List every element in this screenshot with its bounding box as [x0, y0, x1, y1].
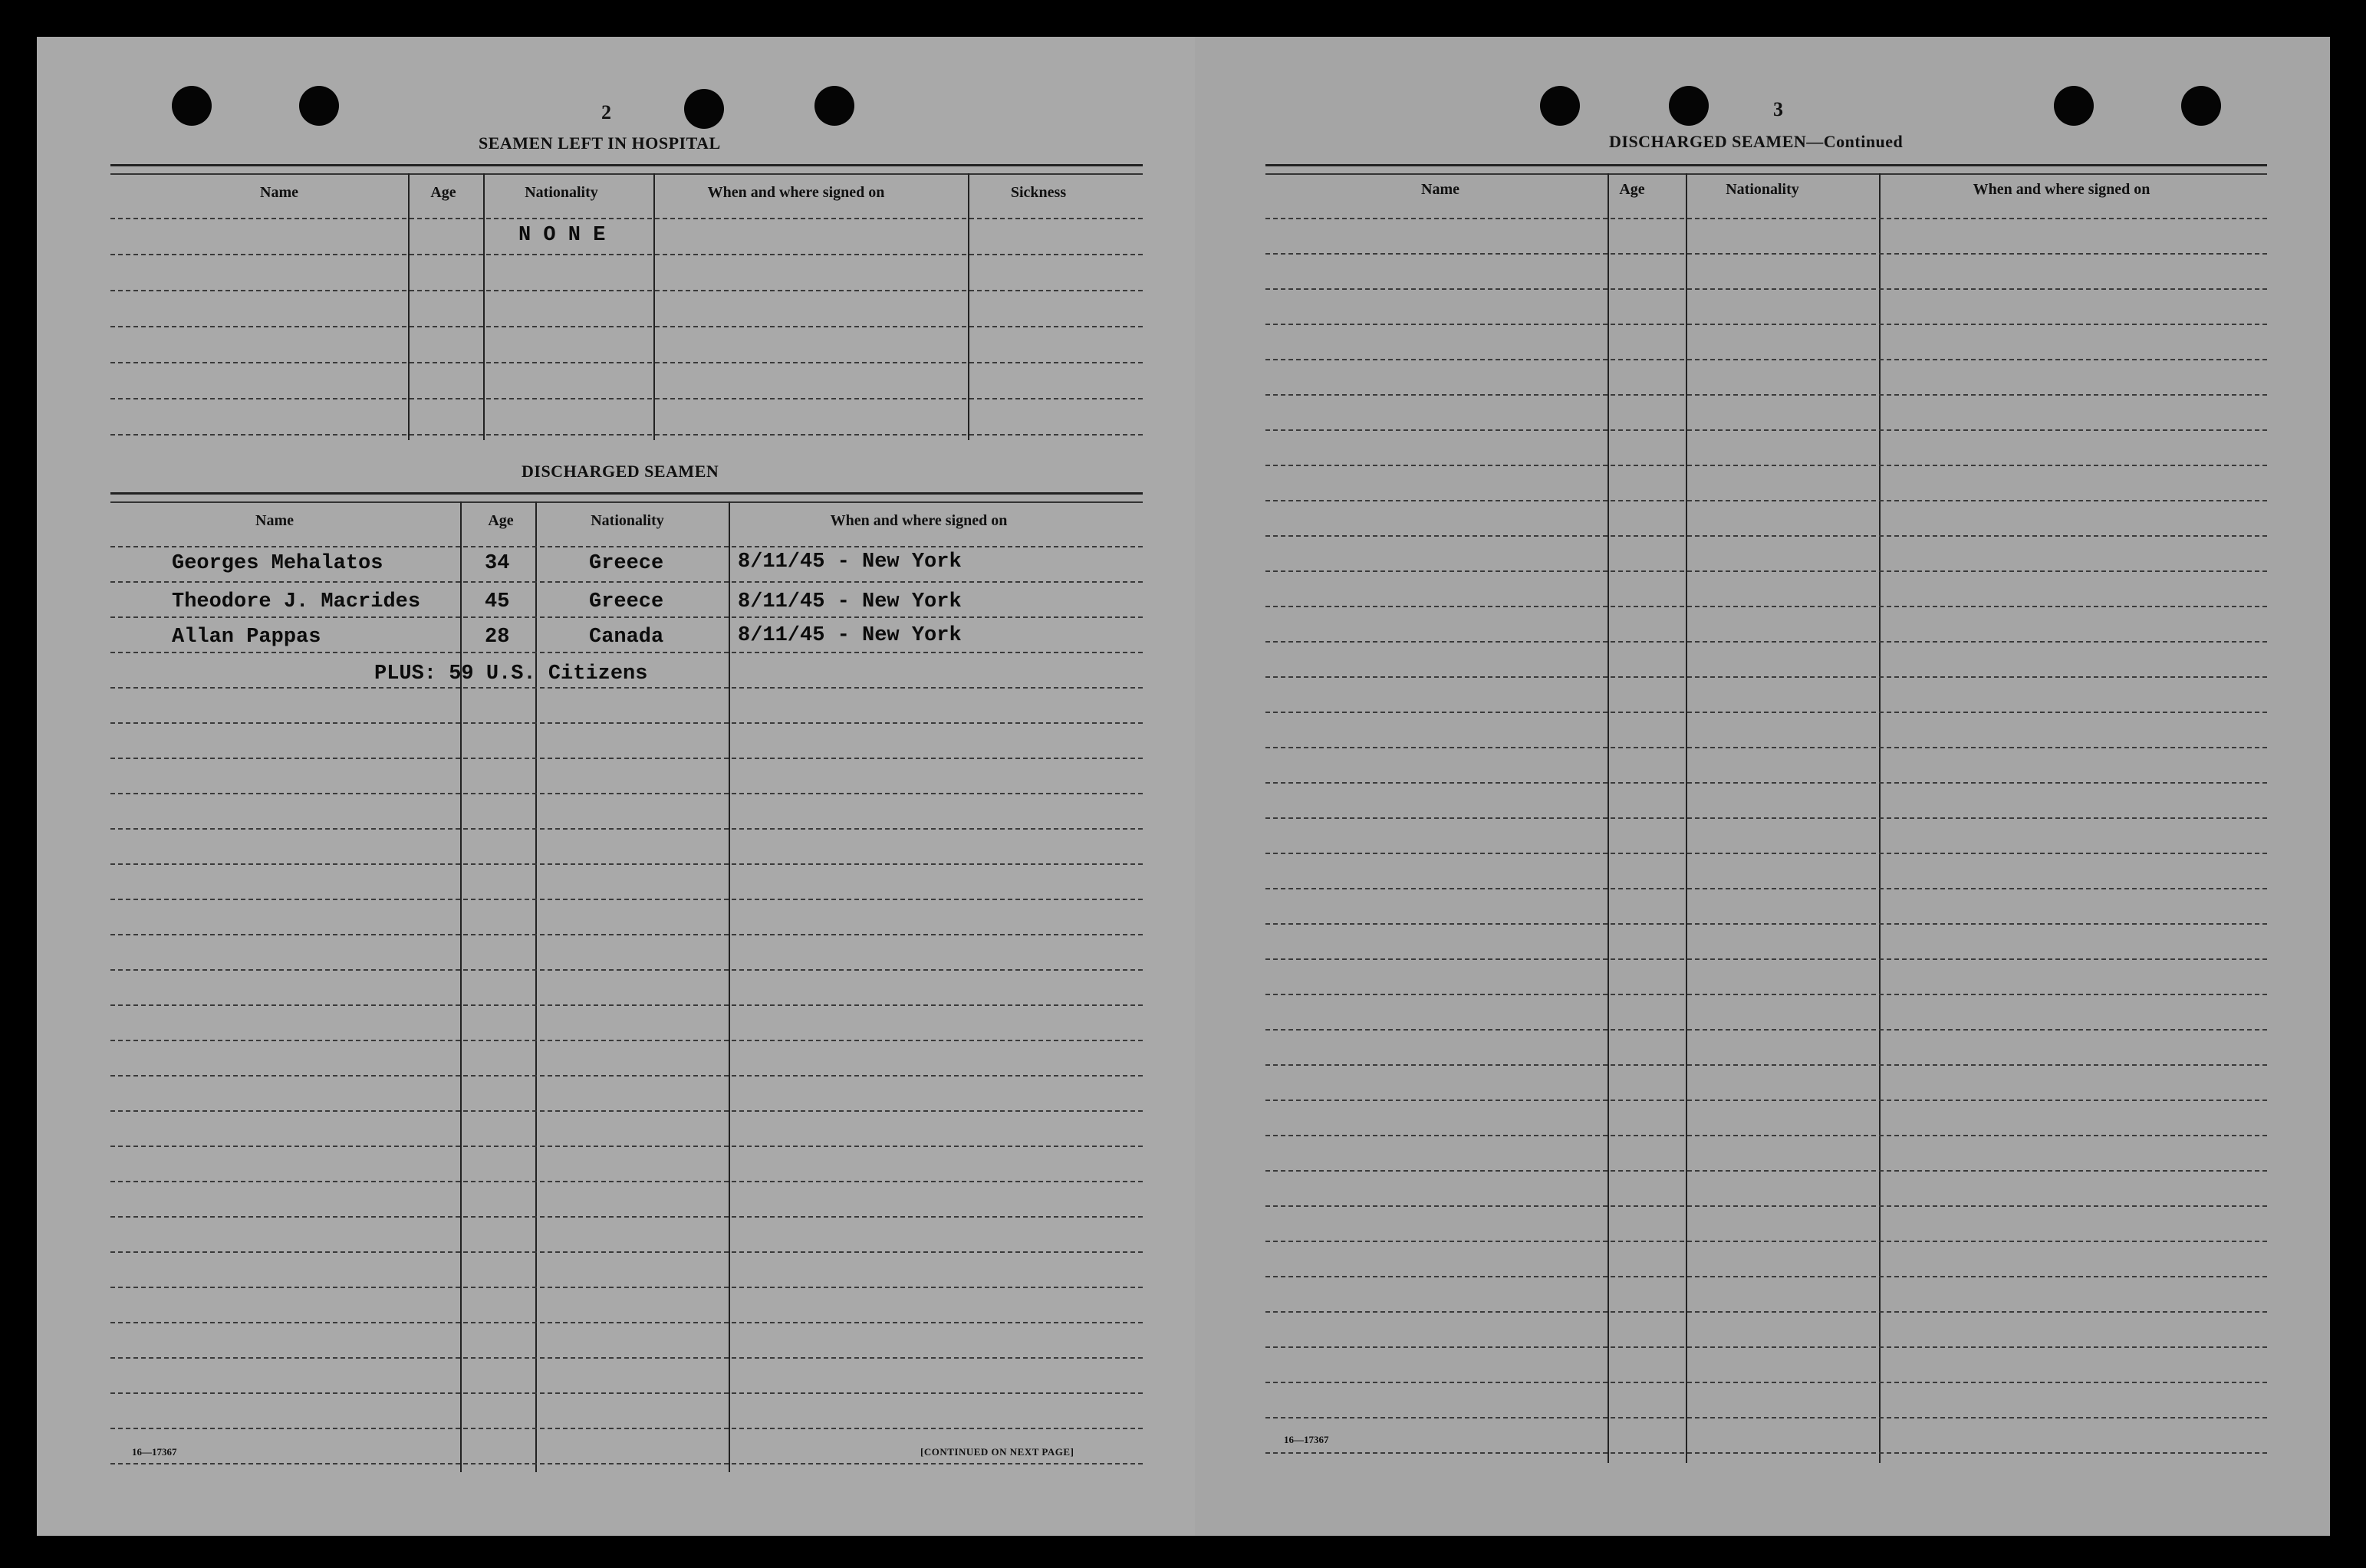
ruled-line	[110, 1110, 1143, 1112]
ruled-line	[110, 687, 1143, 689]
ruled-line	[1265, 1064, 2267, 1066]
ruled-line	[1265, 1311, 2267, 1313]
ruled-line	[110, 1075, 1143, 1077]
seaman-age: 34	[485, 552, 510, 575]
seaman-nationality: Greece	[589, 590, 664, 613]
ruled-line	[1265, 1417, 2267, 1418]
ruled-line	[1265, 1100, 2267, 1101]
form-code: 16—17367	[132, 1446, 177, 1458]
seaman-signed-on: 8/11/45 - New York	[738, 624, 962, 647]
ruled-line	[1265, 888, 2267, 889]
ruled-line	[110, 828, 1143, 830]
ruled-line	[110, 758, 1143, 759]
ruled-line	[1265, 1029, 2267, 1031]
ruled-line	[110, 434, 1143, 436]
ruled-line	[1265, 218, 2267, 219]
ruled-line	[1265, 570, 2267, 572]
ruled-line	[110, 218, 1143, 219]
ruled-line	[110, 362, 1143, 363]
ruled-line	[1265, 1346, 2267, 1348]
ruled-line	[1265, 394, 2267, 396]
ruled-line	[110, 581, 1143, 583]
punch-hole	[2054, 86, 2094, 126]
ruled-line	[1265, 712, 2267, 713]
ruled-line	[110, 398, 1143, 399]
punch-hole	[299, 86, 339, 126]
punch-hole	[814, 86, 854, 126]
seaman-name: Georges Mehalatos	[172, 552, 383, 575]
column-header-nationality: Nationality	[591, 512, 664, 529]
seaman-name: Theodore J. Macrides	[172, 590, 421, 613]
ruled-line	[110, 652, 1143, 653]
ruled-line	[110, 934, 1143, 935]
ruled-line	[1265, 853, 2267, 854]
ruled-line	[1265, 1276, 2267, 1277]
ruled-line	[1265, 923, 2267, 925]
ruled-line	[1265, 324, 2267, 325]
section-rule	[1265, 164, 2267, 166]
ruled-line	[110, 1287, 1143, 1288]
left-page	[37, 37, 1195, 1536]
ruled-line	[1265, 958, 2267, 960]
ruled-line	[110, 899, 1143, 900]
ruled-line	[110, 1392, 1143, 1394]
column-header-age: Age	[430, 184, 456, 201]
column-header-age: Age	[1619, 181, 1645, 198]
ruled-line	[1265, 465, 2267, 466]
ruled-line	[1265, 1452, 2267, 1454]
column-divider	[968, 173, 969, 440]
discharged-continued-title: DISCHARGED SEAMEN—Continued	[1609, 132, 1904, 151]
column-header-nationality: Nationality	[1726, 181, 1799, 198]
ruled-line	[1265, 606, 2267, 607]
punch-hole	[684, 89, 724, 129]
ruled-line	[1265, 817, 2267, 819]
column-divider	[653, 173, 655, 440]
ruled-line	[1265, 1170, 2267, 1172]
ruled-line	[110, 290, 1143, 291]
column-divider	[483, 173, 485, 440]
punch-hole	[172, 86, 212, 126]
form-code: 16—17367	[1284, 1434, 1329, 1445]
ruled-line	[110, 969, 1143, 971]
ruled-line	[110, 1357, 1143, 1359]
page-number: 2	[601, 101, 611, 123]
ruled-line	[110, 863, 1143, 865]
column-divider	[408, 173, 410, 440]
ruled-line	[110, 254, 1143, 255]
continued-note: [CONTINUED ON NEXT PAGE]	[920, 1446, 1074, 1458]
ruled-line	[110, 1251, 1143, 1253]
discharged-section-title: DISCHARGED SEAMEN	[522, 462, 719, 481]
punch-hole	[1540, 86, 1580, 126]
ruled-line	[110, 1040, 1143, 1041]
ruled-line	[110, 1146, 1143, 1147]
seaman-age: 45	[485, 590, 510, 613]
seaman-signed-on: 8/11/45 - New York	[738, 551, 962, 574]
section-rule	[110, 492, 1143, 495]
ruled-line	[110, 546, 1143, 547]
ruled-line	[1265, 782, 2267, 784]
ruled-line	[1265, 1382, 2267, 1383]
ruled-line	[1265, 288, 2267, 290]
column-header-age: Age	[488, 512, 514, 529]
seaman-signed-on: 8/11/45 - New York	[738, 590, 962, 613]
hospital-none-entry: N O N E	[518, 224, 606, 247]
ruled-line	[1265, 359, 2267, 360]
ruled-line	[110, 1322, 1143, 1323]
section-rule	[110, 501, 1143, 503]
page-number: 3	[1773, 98, 1783, 120]
ruled-line	[110, 1004, 1143, 1006]
section-rule	[110, 164, 1143, 166]
column-divider	[535, 501, 537, 1472]
ruled-line	[1265, 641, 2267, 643]
column-header-name: Name	[255, 512, 294, 529]
ruled-line	[1265, 1135, 2267, 1136]
seaman-nationality: Greece	[589, 552, 664, 575]
right-page	[1195, 37, 2330, 1536]
ruled-line	[1265, 253, 2267, 255]
ruled-line	[110, 326, 1143, 327]
ruled-line	[1265, 500, 2267, 501]
column-header-signed-on: When and where signed on	[830, 512, 1008, 529]
seaman-age: 28	[485, 626, 510, 649]
ruled-line	[1265, 676, 2267, 678]
ruled-line	[110, 1463, 1143, 1464]
ruled-line	[110, 616, 1143, 618]
ruled-line	[1265, 1241, 2267, 1242]
punch-hole	[1669, 86, 1709, 126]
column-header-nationality: Nationality	[525, 184, 598, 201]
column-divider	[460, 501, 462, 1472]
column-divider	[729, 501, 730, 1472]
column-header-name: Name	[1421, 181, 1459, 198]
section-rule	[1265, 173, 2267, 175]
ruled-line	[1265, 535, 2267, 537]
column-header-signed-on: When and where signed on	[1973, 181, 2150, 198]
section-rule	[110, 173, 1143, 175]
column-header-name: Name	[260, 184, 298, 201]
us-citizens-note: PLUS: 59 U.S. Citizens	[374, 662, 648, 685]
punch-hole	[2181, 86, 2221, 126]
ruled-line	[110, 793, 1143, 794]
ruled-line	[110, 1216, 1143, 1218]
column-header-signed-on: When and where signed on	[707, 184, 885, 201]
ruled-line	[1265, 429, 2267, 431]
ruled-line	[1265, 994, 2267, 995]
ruled-line	[110, 1181, 1143, 1182]
ruled-line	[1265, 1205, 2267, 1207]
seaman-name: Allan Pappas	[172, 626, 321, 649]
column-header-sickness: Sickness	[1010, 184, 1067, 201]
ruled-line	[1265, 747, 2267, 748]
ruled-line	[110, 1428, 1143, 1429]
hospital-section-title: SEAMEN LEFT IN HOSPITAL	[479, 133, 721, 153]
ruled-line	[110, 722, 1143, 724]
seaman-nationality: Canada	[589, 626, 664, 649]
